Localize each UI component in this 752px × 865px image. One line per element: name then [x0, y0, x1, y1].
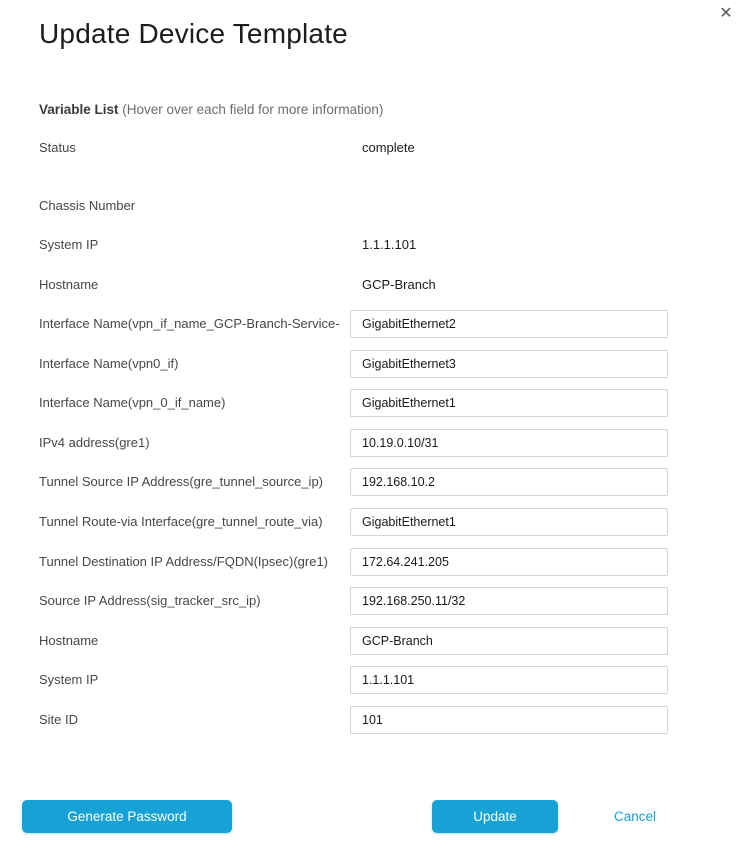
row-system-ip-editable [39, 666, 679, 694]
tunnel-destination-ip-input[interactable] [350, 548, 668, 576]
row-value: complete [362, 140, 415, 155]
row-value: GCP-Branch [362, 277, 436, 292]
system-ip-input[interactable] [350, 666, 668, 694]
row-label: System IP [39, 672, 99, 688]
row-label: IPv4 address(gre1) [39, 434, 150, 450]
interface-name-vpn-0-if-name-input[interactable] [350, 389, 668, 417]
row-site-id [39, 706, 679, 734]
site-id-input[interactable] [350, 706, 668, 734]
row-chassis-number [39, 198, 679, 213]
cancel-link[interactable]: Cancel [614, 809, 657, 824]
dialog-title: Update Device Template [39, 18, 348, 49]
row-label: Interface Name(vpn_if_name_GCP-Branch-Service- [39, 316, 340, 331]
row-hostname [39, 277, 679, 292]
variable-list-heading: Variable List [39, 102, 119, 117]
row-ipv4-address-gre1 [39, 429, 679, 457]
editable-variable-rows [39, 310, 679, 746]
tunnel-route-via-input[interactable] [350, 508, 668, 536]
row-label: Chassis Number [39, 198, 136, 213]
row-source-ip-sig-tracker [39, 587, 679, 615]
row-label: Source IP Address(sig_tracker_src_ip) [39, 593, 261, 609]
interface-name-service-input[interactable] [350, 310, 668, 338]
row-value: 1.1.1.101 [362, 237, 417, 252]
row-tunnel-source-ip [39, 468, 679, 496]
close-icon[interactable]: ✕ [719, 5, 733, 22]
row-hostname-editable [39, 627, 679, 655]
row-interface-name-vpn-0-if-name [39, 389, 679, 417]
row-status [39, 140, 679, 155]
row-interface-name-vpn0-if [39, 350, 679, 378]
row-label: Hostname [39, 632, 99, 648]
row-label: Tunnel Source IP Address(gre_tunnel_source_ip) [39, 474, 324, 490]
hostname-input[interactable] [350, 627, 668, 655]
interface-name-vpn0-if-input[interactable] [350, 350, 668, 378]
row-system-ip [39, 237, 679, 252]
row-label: Tunnel Destination IP Address/FQDN(Ipsec)(gre1) [39, 553, 329, 569]
variable-list-hint: (Hover over each field for more information) [118, 102, 384, 117]
ipv4-address-gre1-input[interactable] [350, 429, 668, 457]
row-label: Tunnel Route-via Interface(gre_tunnel_route_via) [39, 513, 323, 529]
row-tunnel-destination-ip [39, 548, 679, 576]
row-label: Interface Name(vpn_0_if_name) [39, 395, 226, 411]
source-ip-sig-tracker-input[interactable] [350, 587, 668, 615]
row-label: Site ID [39, 711, 79, 727]
update-button[interactable]: Update [432, 800, 558, 833]
generate-password-button[interactable]: Generate Password [22, 800, 232, 833]
row-label: Interface Name(vpn0_if) [39, 355, 179, 371]
tunnel-source-ip-input[interactable] [350, 468, 668, 496]
row-label: System IP [39, 237, 99, 252]
row-label: Hostname [39, 277, 99, 292]
row-interface-name-service [39, 310, 679, 338]
variable-list-header [39, 102, 383, 117]
row-tunnel-route-via [39, 508, 679, 536]
row-label: Status [39, 140, 76, 155]
